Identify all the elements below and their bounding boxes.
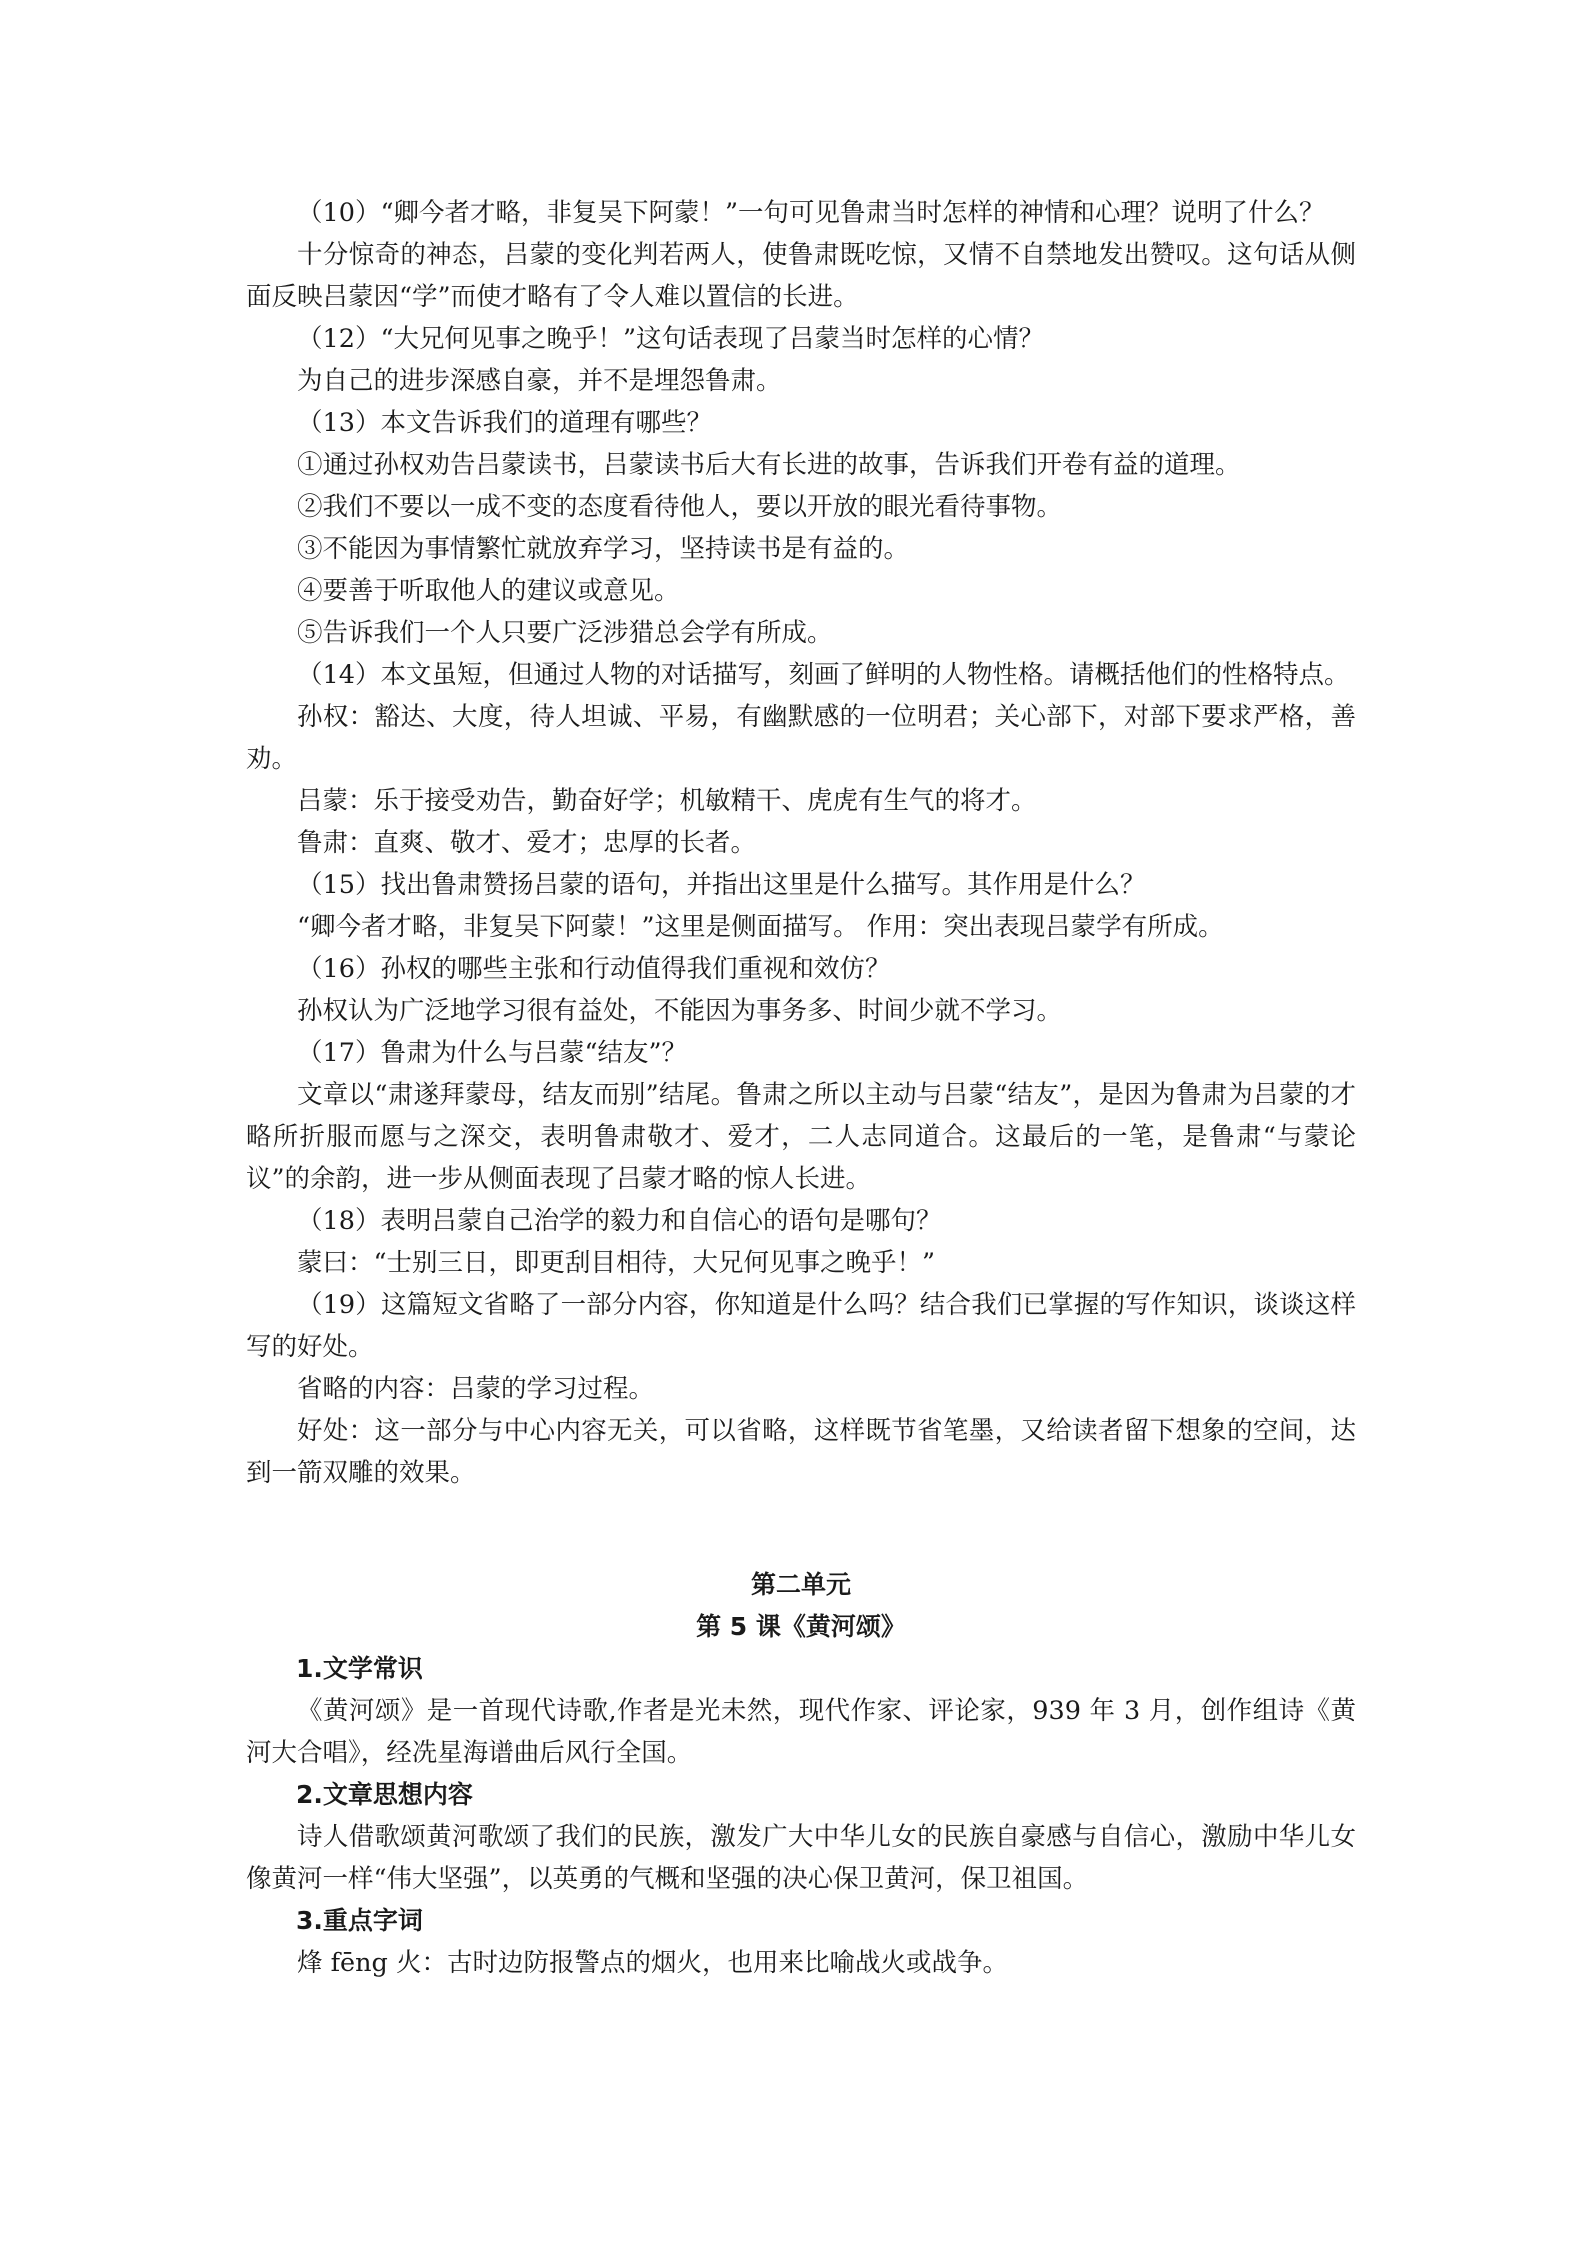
heading-literary-knowledge: 1.文学常识 xyxy=(296,1654,423,1683)
question-14: （14）本文虽短，但通过人物的对话描写，刻画了鲜明的人物性格。请概括他们的性格特点。 xyxy=(297,660,1350,690)
answer-17: 文章以“肃遂拜蒙母，结友而别”结尾。鲁肃之所以主动与吕蒙“结友”，是因为鲁肃为吕蒙的才略所折服而愿与之深交，表明鲁肃敬才、爱才，二人志同道合。这最后的一笔，是鲁肃“与蒙论议”的余韵，进一步从侧面表现了吕蒙才略的惊人长进。 xyxy=(246,1080,1356,1194)
question-16: （16）孙权的哪些主张和行动值得我们重视和效仿？ xyxy=(297,954,891,984)
answer-15: “卿今者才略，非复吴下阿蒙！”这里是侧面描写。 作用：突出表现吕蒙学有所成。 xyxy=(297,912,1224,942)
heading-thought-content: 2.文章思想内容 xyxy=(296,1780,473,1809)
literary-knowledge-text: 《黄河颂》是一首现代诗歌,作者是光未然，现代作家、评论家，939 年 3 月，创作组诗《黄河大合唱》，经冼星海谱曲后风行全国。 xyxy=(246,1696,1356,1768)
document-body xyxy=(246,192,1356,1984)
answer-14-lusu: 鲁肃：直爽、敬才、爱才；忠厚的长者。 xyxy=(297,828,757,858)
answer-18: 蒙曰：“士别三日，即更刮目相待，大兄何见事之晚乎！” xyxy=(297,1248,936,1278)
answer-10: 十分惊奇的神态，吕蒙的变化判若两人，使鲁肃既吃惊，又情不自禁地发出赞叹。这句话从侧面反映吕蒙因“学”而使才略有了令人难以置信的长进。 xyxy=(246,240,1356,312)
heading-key-words: 3.重点字词 xyxy=(296,1906,423,1935)
question-10: （10）“卿今者才略，非复吴下阿蒙！”一句可见鲁肃当时怎样的神情和心理？说明了什么？ xyxy=(297,198,1325,228)
thought-content-text: 诗人借歌颂黄河歌颂了我们的民族，激发广大中华儿女的民族自豪感与自信心，激励中华儿女像黄河一样“伟大坚强”，以英勇的气概和坚强的决心保卫黄河，保卫祖国。 xyxy=(246,1822,1356,1894)
answer-14-sunquan: 孙权：豁达、大度，待人坦诚、平易，有幽默感的一位明君；关心部下，对部下要求严格，善劝。 xyxy=(246,702,1356,774)
answer-13-item-4: ④要善于听取他人的建议或意见。 xyxy=(297,576,680,606)
answer-19-content: 省略的内容：吕蒙的学习过程。 xyxy=(297,1374,655,1404)
answer-13-item-1: ①通过孙权劝告吕蒙读书，吕蒙读书后大有长进的故事，告诉我们开卷有益的道理。 xyxy=(297,450,1241,480)
answer-12: 为自己的进步深感自豪，并不是埋怨鲁肃。 xyxy=(297,366,782,396)
answer-14-lvmeng: 吕蒙：乐于接受劝告，勤奋好学；机敏精干、虎虎有生气的将才。 xyxy=(297,786,1037,816)
unit-title: 第二单元 xyxy=(750,1570,851,1599)
question-19: （19）这篇短文省略了一部分内容，你知道是什么吗？结合我们已掌握的写作知识，谈谈这样写的好处。 xyxy=(246,1290,1356,1362)
answer-13-item-2: ②我们不要以一成不变的态度看待他人，要以开放的眼光看待事物。 xyxy=(297,492,1063,522)
section-gap xyxy=(246,1494,1356,1564)
question-15: （15）找出鲁肃赞扬吕蒙的语句，并指出这里是什么描写。其作用是什么？ xyxy=(297,870,1146,900)
answer-19-benefit: 好处：这一部分与中心内容无关，可以省略，这样既节省笔墨，又给读者留下想象的空间，达到一箭双雕的效果。 xyxy=(246,1416,1356,1488)
lesson-title: 第 5 课《黄河颂》 xyxy=(696,1612,906,1641)
question-13: （13）本文告诉我们的道理有哪些？ xyxy=(297,408,712,438)
question-17: （17）鲁肃为什么与吕蒙“结友”？ xyxy=(297,1038,688,1068)
answer-13-item-3: ③不能因为事情繁忙就放弃学习，坚持读书是有益的。 xyxy=(297,534,910,564)
answer-13-item-5: ⑤告诉我们一个人只要广泛涉猎总会学有所成。 xyxy=(297,618,833,648)
question-12: （12）“大兄何见事之晚乎！”这句话表现了吕蒙当时怎样的心情？ xyxy=(297,324,1045,354)
question-18: （18）表明吕蒙自己治学的毅力和自信心的语句是哪句？ xyxy=(297,1206,942,1236)
key-words-text: 烽 fēng 火：古时边防报警点的烟火，也用来比喻战火或战争。 xyxy=(297,1948,1008,1978)
answer-16: 孙权认为广泛地学习很有益处，不能因为事务多、时间少就不学习。 xyxy=(297,996,1063,1026)
